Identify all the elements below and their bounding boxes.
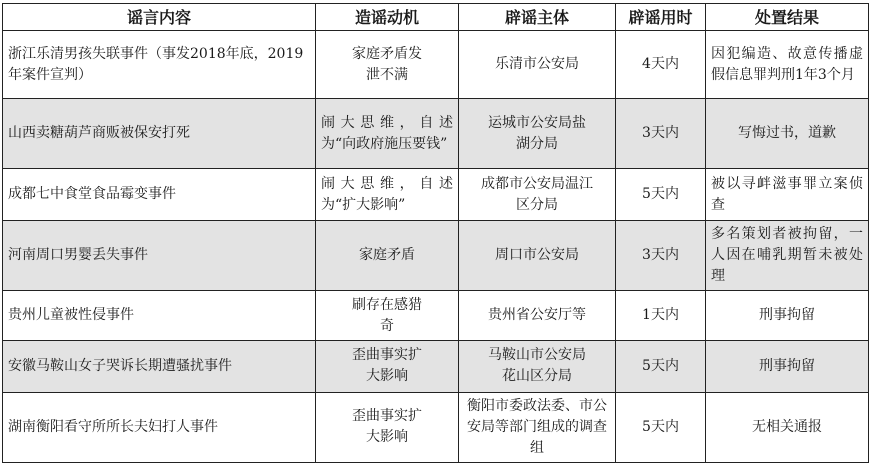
table-row	[3, 291, 869, 341]
cell-motive: 家庭矛盾发泄不满	[316, 31, 459, 99]
header-row	[3, 4, 869, 31]
cell-content: 河南周口男婴丢失事件	[3, 221, 316, 291]
header-content: 谣言内容	[3, 4, 316, 31]
table-row	[3, 221, 869, 291]
cell-result: 多名策划者被拘留，一人因在哺乳期暂未被处理	[706, 221, 869, 291]
rumor-table	[2, 3, 869, 463]
cell-subject: 成都市公安局温江区分局	[459, 169, 616, 221]
table-row	[3, 341, 869, 393]
table-row	[3, 392, 869, 462]
table-row	[3, 31, 869, 99]
cell-time: 5天内	[616, 169, 706, 221]
cell-time: 3天内	[616, 221, 706, 291]
cell-result: 无相关通报	[706, 392, 869, 462]
cell-subject: 运城市公安局盐湖分局	[459, 99, 616, 169]
cell-result: 被以寻衅滋事罪立案侦查	[706, 169, 869, 221]
cell-motive: 刷存在感猎奇	[316, 291, 459, 341]
cell-motive: 家庭矛盾	[316, 221, 459, 291]
header-motive: 造谣动机	[316, 4, 459, 31]
cell-content: 贵州儿童被性侵事件	[3, 291, 316, 341]
cell-time: 5天内	[616, 341, 706, 393]
cell-motive: 闹大思维，自述为“向政府施压要钱”	[316, 99, 459, 169]
cell-motive: 歪曲事实扩大影响	[316, 341, 459, 393]
cell-content: 湖南衡阳看守所所长夫妇打人事件	[3, 392, 316, 462]
cell-subject: 衡阳市委政法委、市公安局等部门组成的调查组	[459, 392, 616, 462]
cell-time: 3天内	[616, 99, 706, 169]
cell-time: 4天内	[616, 31, 706, 99]
cell-motive: 歪曲事实扩大影响	[316, 392, 459, 462]
cell-result: 因犯编造、故意传播虚假信息罪判刑1年3个月	[706, 31, 869, 99]
table-row	[3, 169, 869, 221]
header-subject: 辟谣主体	[459, 4, 616, 31]
cell-result: 写悔过书，道歉	[706, 99, 869, 169]
header-result: 处置结果	[706, 4, 869, 31]
header-time: 辟谣用时	[616, 4, 706, 31]
cell-subject: 马鞍山市公安局花山区分局	[459, 341, 616, 393]
cell-time: 1天内	[616, 291, 706, 341]
cell-result: 刑事拘留	[706, 291, 869, 341]
cell-motive: 闹大思维，自述为“扩大影响”	[316, 169, 459, 221]
table-row	[3, 99, 869, 169]
cell-subject: 周口市公安局	[459, 221, 616, 291]
cell-content: 安徽马鞍山女子哭诉长期遭骚扰事件	[3, 341, 316, 393]
cell-time: 5天内	[616, 392, 706, 462]
cell-content: 浙江乐清男孩失联事件（事发2018年底，2019年案件宣判）	[3, 31, 316, 99]
cell-subject: 乐清市公安局	[459, 31, 616, 99]
cell-content: 山西卖糖葫芦商贩被保安打死	[3, 99, 316, 169]
cell-result: 刑事拘留	[706, 341, 869, 393]
cell-subject: 贵州省公安厅等	[459, 291, 616, 341]
cell-content: 成都七中食堂食品霉变事件	[3, 169, 316, 221]
